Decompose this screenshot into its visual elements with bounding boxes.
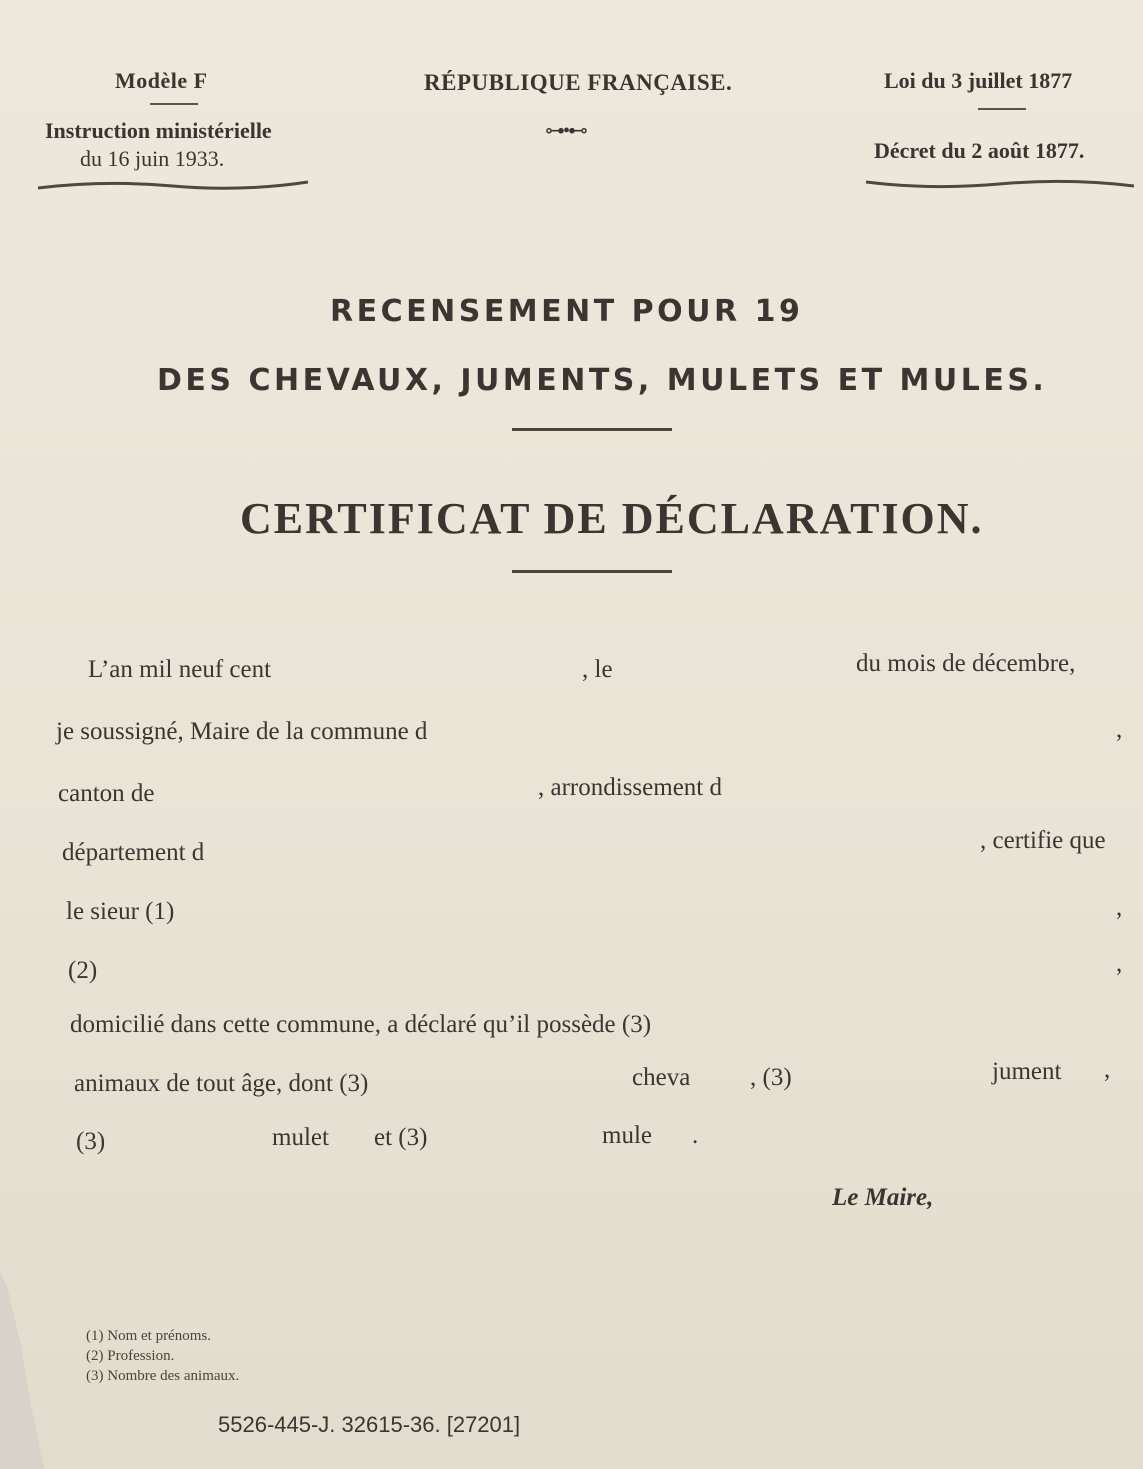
form-text-animaux: animaux de tout âge, dont (3) (74, 1070, 369, 1097)
form-text-mulet: mulet (272, 1124, 329, 1151)
form-text-jument: jument (992, 1058, 1062, 1085)
census-title: RECENSEMENT POUR 19 (330, 294, 804, 329)
form-text-profession: (2) (68, 957, 98, 984)
ornament-icon: ⊶•⊷ (545, 120, 587, 142)
form-text-note3: (3) (76, 1128, 106, 1155)
form-comma: , (1116, 716, 1123, 743)
form-text-domicile: domicilié dans cette commune, a déclaré qu’il possède (3) (70, 1011, 652, 1038)
print-reference: 5526-445-J. 32615-36. [27201] (218, 1412, 521, 1437)
instruction-line-2: du 16 juin 1933. (80, 146, 225, 171)
form-comma: , (1104, 1056, 1111, 1083)
form-text-departement: département d (62, 839, 205, 866)
form-text-sieur: le sieur (1) (66, 898, 175, 925)
form-text-commune: je soussigné, Maire de la commune d (56, 718, 428, 745)
form-text-canton: canton de (58, 780, 155, 807)
header-divider (978, 108, 1026, 110)
title-divider (512, 570, 672, 573)
footnote-2: (2) Profession. (86, 1348, 175, 1364)
form-text-mule: mule (602, 1122, 652, 1149)
model-label: Modèle F (115, 68, 208, 93)
form-text-certifie: , certifie que (980, 827, 1106, 854)
form-comma: , (1116, 894, 1123, 921)
form-text-year: L’an mil neuf cent (88, 656, 272, 683)
title-divider (512, 428, 672, 431)
form-text-month: du mois de décembre, (856, 650, 1076, 677)
decree-reference: Décret du 2 août 1877. (874, 138, 1085, 163)
form-period: . (692, 1122, 699, 1149)
form-text-cheval: cheva (632, 1064, 691, 1091)
form-text-arrondissement: , arrondissement d (538, 774, 722, 801)
instruction-line-1: Instruction ministérielle (45, 118, 272, 143)
form-comma: , (1116, 950, 1123, 977)
census-subtitle: DES CHEVAUX, JUMENTS, MULETS ET MULES. (157, 363, 1048, 398)
footnote-1: (1) Nom et prénoms. (86, 1328, 211, 1344)
law-reference: Loi du 3 juillet 1877 (884, 68, 1073, 93)
mayor-signature-label: Le Maire, (832, 1184, 934, 1211)
left-swash-rule (36, 178, 310, 194)
right-swash-rule (864, 176, 1136, 192)
torn-corner (0, 1270, 60, 1469)
form-text-note3: , (3) (750, 1064, 792, 1091)
republic-heading: RÉPUBLIQUE FRANÇAISE. (424, 70, 733, 95)
certificate-title: CERTIFICAT DE DÉCLARATION. (240, 494, 984, 543)
form-text-day: , le (582, 656, 613, 683)
footnote-3: (3) Nombre des animaux. (86, 1368, 240, 1384)
form-text-note3: et (3) (374, 1124, 428, 1151)
header-divider (150, 103, 198, 105)
